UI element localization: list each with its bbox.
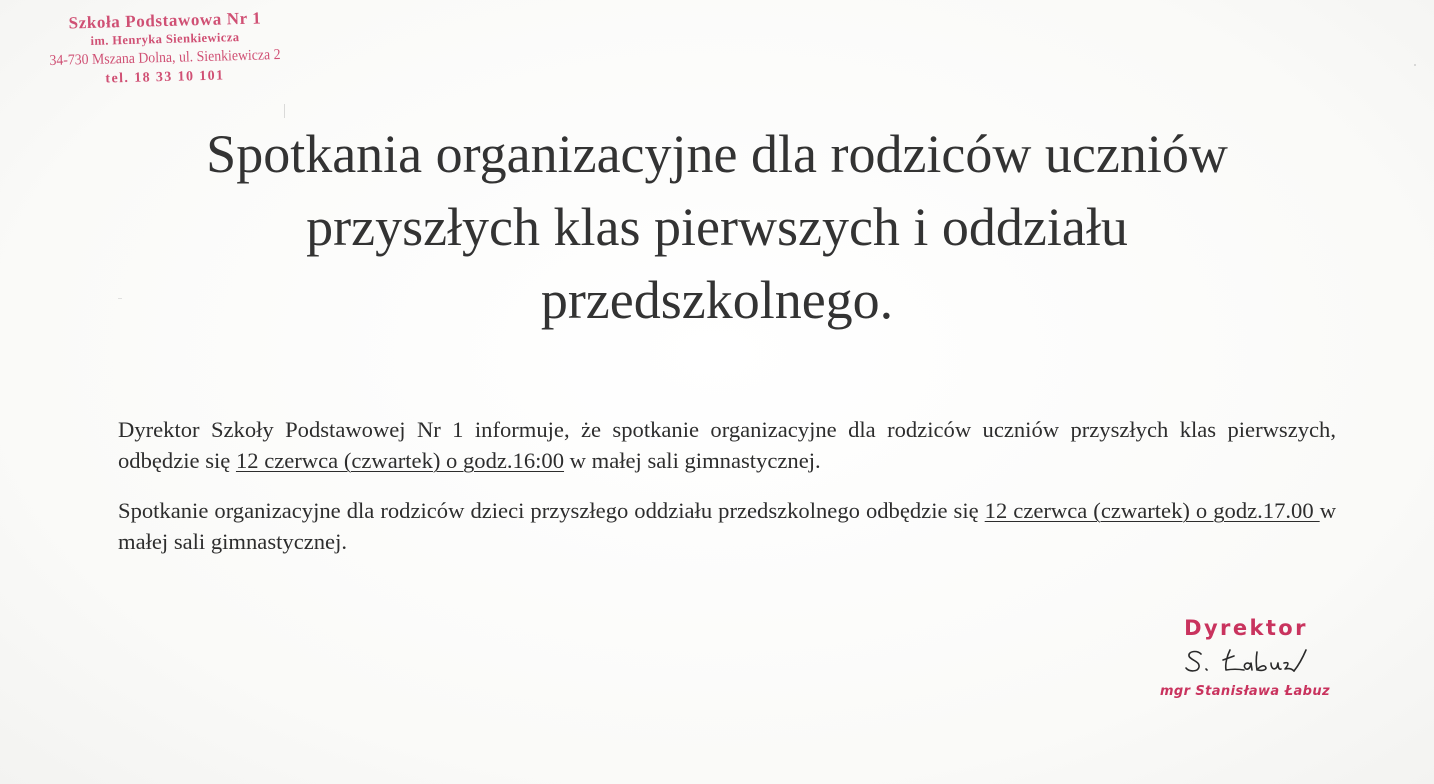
signature-role: Dyrektor <box>1184 616 1308 640</box>
stamp-address: 34-730 Mszana Dolna, ul. Sienkiewicza 2 <box>49 46 281 69</box>
school-stamp <box>20 10 310 86</box>
title-line-1: Spotkania organizacyjne dla rodziców uczniów <box>206 124 1228 184</box>
paragraph2-text: Spotkanie organizacyjne dla rodziców dzieci przyszłego oddziału przedszkolnego odbędzie się <box>118 498 985 523</box>
paragraph2-location: w małej sali gimnastycznej. <box>118 498 1337 554</box>
director-signature-stamp <box>1130 616 1360 699</box>
paragraph1-location: w małej sali gimnastycznej. <box>564 448 821 473</box>
scan-speck <box>284 104 285 118</box>
scan-speck <box>1414 64 1416 66</box>
paragraph-preschool-meeting <box>118 495 1336 557</box>
stamp-patron: im. Henryka Sienkiewicza <box>90 30 240 49</box>
document-title <box>60 118 1374 337</box>
paragraph2-date-time: 12 czerwca (czwartek) o godz.17.00 <box>984 498 1320 523</box>
stamp-phone: tel. 18 33 10 101 <box>105 68 225 87</box>
paragraph-first-grade-meeting <box>118 414 1336 476</box>
title-line-2: przyszłych klas pierwszych i oddziału <box>306 197 1128 257</box>
stamp-school-name: Szkoła Podstawowa Nr 1 <box>68 8 262 33</box>
title-line-3: przedszkolnego. <box>540 270 894 330</box>
paragraph1-date-time: 12 czerwca (czwartek) o godz.16:00 <box>235 448 565 473</box>
handwritten-signature <box>1170 642 1320 678</box>
signature-name: mgr Stanisława Łabuz <box>1159 684 1331 699</box>
scan-speck <box>118 298 122 299</box>
paragraph1-text: Dyrektor Szkoły Podstawowej Nr 1 informuje, że spotkanie organizacyjne dla rodziców uczniów przyszłych klas pierwszych, odbędzie się <box>118 417 1336 473</box>
